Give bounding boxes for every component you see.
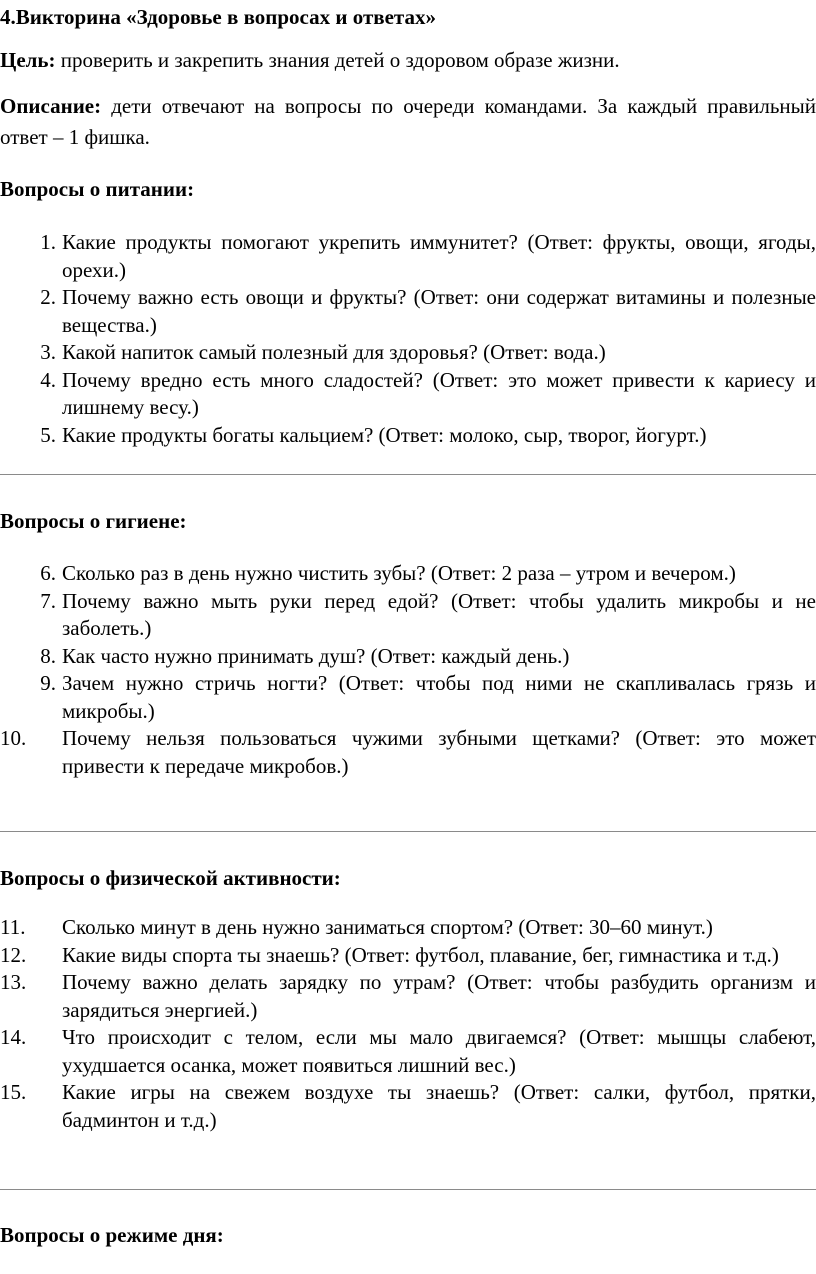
section-divider — [0, 474, 816, 475]
question-text: Почему важно мыть руки перед едой? (Ответ: чтобы удалить микробы и не заболеть.) — [62, 588, 816, 640]
list-item — [0, 284, 816, 339]
question-text: Зачем нужно стричь ногти? (Ответ: чтобы под ними не скапливалась грязь и микробы.) — [62, 671, 816, 723]
list-item — [0, 229, 816, 284]
question-number: 6. — [40, 561, 56, 585]
list-item — [0, 339, 816, 367]
section-heading-daily-regime: Вопросы о режиме дня: — [0, 1223, 224, 1247]
question-list-physical-activity — [0, 914, 816, 1134]
description-text: дети отвечают на вопросы по очереди командами. За каждый правильный ответ – 1 фишка. — [0, 94, 816, 149]
list-item — [0, 643, 816, 671]
question-text: Почему вредно есть много сладостей? (Ответ: это может привести к кариесу и лишнему весу.) — [62, 367, 816, 419]
question-number: 11. — [0, 915, 26, 939]
section-divider — [0, 1189, 816, 1190]
list-item — [0, 1024, 816, 1079]
question-number: 13. — [0, 970, 27, 994]
question-list-nutrition — [0, 229, 816, 449]
question-number: 5. — [40, 422, 56, 447]
list-item — [0, 670, 816, 725]
section-heading-nutrition: Вопросы о питании: — [0, 177, 195, 201]
question-number: 1. — [40, 230, 56, 254]
goal-label: Цель: — [0, 48, 56, 72]
question-number: 14. — [0, 1025, 27, 1049]
question-text: Какие виды спорта ты знаешь? (Ответ: футбол, плавание, бег, гимнастика и т.д.) — [62, 942, 779, 967]
list-item — [0, 422, 816, 450]
question-number: 7. — [40, 588, 56, 613]
section-heading-physical-activity: Вопросы о физической активности: — [0, 866, 341, 890]
list-item — [0, 367, 816, 422]
question-text: Какой напиток самый полезный для здоровья? (Ответ: вода.) — [62, 340, 606, 364]
question-text: Сколько раз в день нужно чистить зубы? (Ответ: 2 раза – утром и вечером.) — [62, 561, 736, 585]
question-text: Почему важно делать зарядку по утрам? (Ответ: чтобы разбудить организм и зарядиться энергией.) — [62, 970, 816, 1022]
question-number: 3. — [40, 340, 56, 364]
question-number: 15. — [0, 1080, 27, 1104]
goal-paragraph — [0, 47, 816, 74]
question-text: Сколько минут в день нужно заниматься спортом? (Ответ: 30–60 минут.) — [62, 915, 713, 939]
question-list-hygiene — [0, 560, 816, 780]
list-item — [0, 942, 816, 970]
question-text: Какие продукты богаты кальцием? (Ответ: молоко, сыр, творог, йогурт.) — [62, 422, 707, 447]
section-heading-hygiene: Вопросы о гигиене: — [0, 509, 187, 533]
list-item — [0, 560, 816, 588]
list-item — [0, 969, 816, 1024]
question-text: Что происходит с телом, если мы мало двигаемся? (Ответ: мышцы слабеют, ухудшается осанка, может появиться лишний вес.) — [62, 1025, 816, 1077]
question-number: 12. — [0, 942, 27, 967]
question-text: Какие игры на свежем воздухе ты знаешь? (Ответ: салки, футбол, прятки, бадминтон и т.д.) — [62, 1080, 816, 1132]
description-label: Описание: — [0, 94, 102, 118]
document-title: 4.Викторина «Здоровье в вопросах и ответах» — [0, 5, 436, 29]
section-divider — [0, 831, 816, 832]
question-text: Как часто нужно принимать душ? (Ответ: каждый день.) — [62, 643, 570, 668]
question-number: 8. — [40, 643, 56, 668]
goal-text: проверить и закрепить знания детей о здоровом образе жизни. — [55, 48, 620, 72]
question-number: 10. — [0, 726, 27, 750]
question-number: 2. — [40, 285, 56, 309]
question-text: Какие продукты помогают укрепить иммунитет? (Ответ: фрукты, овощи, ягоды, орехи.) — [62, 230, 816, 282]
list-item — [0, 725, 816, 780]
question-number: 4. — [40, 367, 56, 392]
question-number: 9. — [40, 671, 56, 695]
question-text: Почему нельзя пользоваться чужими зубными щетками? (Ответ: это может привести к передаче микробов.) — [62, 726, 816, 778]
list-item — [0, 1079, 816, 1134]
list-item — [0, 914, 816, 942]
description-paragraph — [0, 91, 816, 153]
question-text: Почему важно есть овощи и фрукты? (Ответ: они содержат витамины и полезные вещества.) — [62, 285, 816, 337]
list-item — [0, 588, 816, 643]
